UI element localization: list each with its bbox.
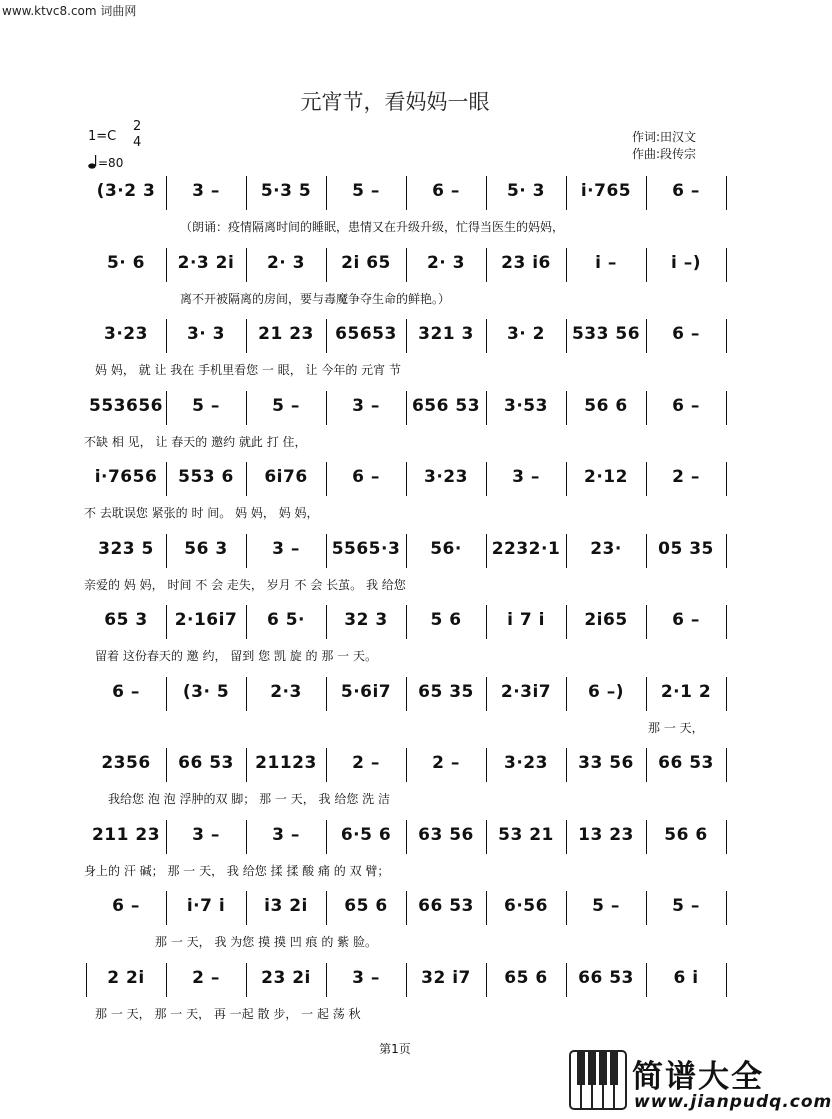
- measure: 553656: [89, 395, 163, 416]
- measure: 2 –: [352, 753, 380, 773]
- measure: 6 –: [672, 324, 700, 344]
- measure: 6 –): [587, 681, 625, 702]
- measure: 6 –: [432, 181, 460, 201]
- measure: 3 –: [512, 467, 540, 487]
- measure: 2 –: [432, 753, 460, 773]
- measure: i·7 i: [186, 896, 226, 916]
- measure: 6 –: [352, 467, 380, 487]
- measure: 5 6: [430, 610, 462, 630]
- measure: 3 –: [192, 824, 220, 845]
- measure: (3·2 3: [96, 181, 156, 201]
- measure: 3 –: [272, 538, 300, 559]
- lyric-line: 离不开被隔离的房间，要与毒魔争夺生命的鲜艳。）: [180, 291, 451, 306]
- measure: 32 3: [344, 610, 388, 630]
- lyric-line: 留着 这份春天的 邀 约， 留到 您 凯 旋 的 那 一 天。: [95, 649, 377, 663]
- measure: 5565·3: [331, 538, 401, 559]
- measure: 56 6: [664, 824, 708, 845]
- measure: 21 23: [258, 324, 314, 344]
- time-signature-numerator: 2: [133, 119, 142, 134]
- measure: 323 5: [98, 538, 154, 559]
- measure: 2356: [101, 753, 151, 773]
- barline: [726, 605, 727, 639]
- barline: [726, 677, 727, 711]
- measure: i 7 i: [507, 610, 545, 630]
- lyricist-credit: 作词:田汉文: [632, 130, 697, 144]
- measure: 6·56: [504, 896, 548, 916]
- measure: 6 –: [112, 896, 140, 916]
- measure: 6 5·: [266, 610, 306, 630]
- measure: 56 3: [184, 538, 228, 559]
- lyric-line: 那 一 天， 我 为您 摸 摸 凹 痕 的 紫 脸。: [155, 935, 377, 949]
- measure: (3· 5: [182, 681, 230, 702]
- site-watermark: www.ktvc8.com 词曲网: [2, 4, 137, 18]
- measure: 21123: [255, 753, 317, 773]
- measure: 2 –: [672, 467, 700, 487]
- lyric-line: 身上的 汗 碱； 那 一 天， 我 给您 揉 揉 酸 痛 的 双 臂；: [84, 863, 390, 878]
- measure: 5 –: [672, 896, 700, 916]
- barline: [726, 391, 727, 425]
- measure: 2· 3: [266, 252, 306, 273]
- measure: i·7656: [94, 467, 158, 487]
- barline: [726, 748, 727, 782]
- key-signature: 1=C: [88, 129, 117, 144]
- measure: 6·5 6: [340, 824, 392, 845]
- measure: 5·6i7: [340, 681, 392, 702]
- logo-url: www.jianpudq.com: [634, 1092, 832, 1112]
- measure: 23·: [590, 538, 622, 559]
- measure: 66 53: [418, 896, 474, 916]
- measure: 66 53: [578, 967, 634, 988]
- measure: 5· 3: [506, 181, 546, 201]
- measure: 53 21: [498, 824, 554, 845]
- measure: 5 –: [192, 395, 220, 416]
- lyric-line: 不 去耽误您 紧张的 时 间。 妈 妈， 妈 妈，: [84, 506, 319, 520]
- measure: 5 –: [272, 395, 300, 416]
- barline: [726, 534, 727, 568]
- measure: 05 35: [658, 538, 714, 559]
- piano-keys-icon: [568, 1049, 628, 1111]
- measure: 2·3i7: [500, 681, 552, 702]
- composer-credit: 作曲:段传宗: [632, 147, 697, 161]
- barline: [726, 319, 727, 353]
- measure: 3 –: [192, 181, 220, 201]
- barline: [726, 963, 727, 997]
- measure: 13 23: [578, 824, 634, 845]
- measure: 3 –: [272, 824, 300, 845]
- measure: 3 –: [352, 395, 380, 416]
- measure: 65 6: [504, 967, 548, 988]
- measure: 65 3: [104, 610, 148, 630]
- lyric-line: 妈 妈， 就 让 我在 手机里看您 一 眼， 让 今年的 元宵 节: [95, 363, 401, 377]
- measure: 3·53: [504, 395, 548, 416]
- measure: 6 –: [672, 610, 700, 630]
- measure: 2·3: [270, 681, 302, 702]
- measure: 65 35: [418, 681, 474, 702]
- measure: 6 i: [673, 967, 699, 988]
- page-number: 第1页: [379, 1042, 411, 1056]
- measure: 3·23: [104, 324, 148, 344]
- barline: [726, 462, 727, 496]
- measure: 63 56: [418, 824, 474, 845]
- measure: 2232·1: [491, 538, 561, 559]
- barline: [726, 176, 727, 210]
- measure: 3· 3: [186, 324, 226, 344]
- measure: i –: [595, 252, 617, 273]
- measure: 5 –: [352, 181, 380, 201]
- measure: 211 23: [91, 824, 161, 845]
- measure: 3·23: [424, 467, 468, 487]
- measure: i·765: [580, 181, 632, 201]
- measure: 5· 6: [106, 252, 146, 273]
- lyric-line: （朗诵：疫情隔离时间的睡眠，患情又在升级升级，忙得当医生的妈妈，: [180, 220, 565, 234]
- measure: 2· 3: [426, 252, 466, 273]
- tempo-value: =80: [98, 156, 124, 170]
- lyric-line: 那 一 天，: [648, 720, 704, 735]
- logo-title: 简谱大全: [632, 1059, 764, 1095]
- measure: 533 56: [571, 324, 641, 344]
- page-title: 元宵节，看妈妈一眼: [300, 90, 490, 114]
- lyric-line: 不缺 相 见， 让 春天的 邀约 就此 打 住，: [84, 434, 307, 449]
- measure: 5 –: [592, 896, 620, 916]
- barline: [726, 820, 727, 854]
- measure: 23 i6: [501, 252, 551, 273]
- measure: 56 6: [584, 395, 628, 416]
- measure: 23 2i: [261, 967, 311, 988]
- barline: [726, 248, 727, 282]
- measure: 66 53: [658, 753, 714, 773]
- logo: [568, 1049, 628, 1115]
- measure: 56·: [430, 538, 462, 559]
- measure: 2·1 2: [660, 681, 712, 702]
- measure: 65653: [335, 324, 397, 344]
- measure: 6i76: [264, 467, 308, 487]
- measure: 6 –: [112, 681, 140, 702]
- measure: 66 53: [178, 753, 234, 773]
- measure: 3·23: [504, 753, 548, 773]
- measure: 32 i7: [421, 967, 471, 988]
- measure: 6 –: [672, 395, 700, 416]
- measure: 321 3: [418, 324, 474, 344]
- measure: 33 56: [578, 753, 634, 773]
- measure: 3 –: [352, 967, 380, 988]
- measure: 2·12: [584, 467, 628, 487]
- lyric-line: 亲爱的 妈 妈， 时间 不 会 走失， 岁月 不 会 长茧。 我 给您: [84, 577, 406, 592]
- measure: 2i 65: [341, 252, 391, 273]
- lyric-line: 我给您 泡 泡 浮肿的双 脚； 那 一 天， 我 给您 洗 洁: [108, 792, 390, 806]
- measure: 65 6: [344, 896, 388, 916]
- measure: 553 6: [178, 467, 234, 487]
- measure: i3 2i: [264, 896, 308, 916]
- lyric-line: 那 一 天， 那 一 天， 再 一起 散 步， 一 起 荡 秋: [95, 1006, 361, 1021]
- measure: 2i65: [584, 610, 628, 630]
- measure: 5·3 5: [260, 181, 312, 201]
- measure: 2 –: [192, 967, 220, 988]
- time-signature-denominator: 4: [133, 135, 142, 150]
- measure: 2·3 2i: [177, 252, 235, 273]
- measure: 2·16i7: [174, 610, 238, 630]
- measure: 6 –: [672, 181, 700, 201]
- measure: 2 2i: [107, 967, 145, 988]
- measure: 656 53: [411, 395, 481, 416]
- measure: i –): [670, 252, 701, 273]
- measure: 3· 2: [506, 324, 546, 344]
- barline: [726, 891, 727, 925]
